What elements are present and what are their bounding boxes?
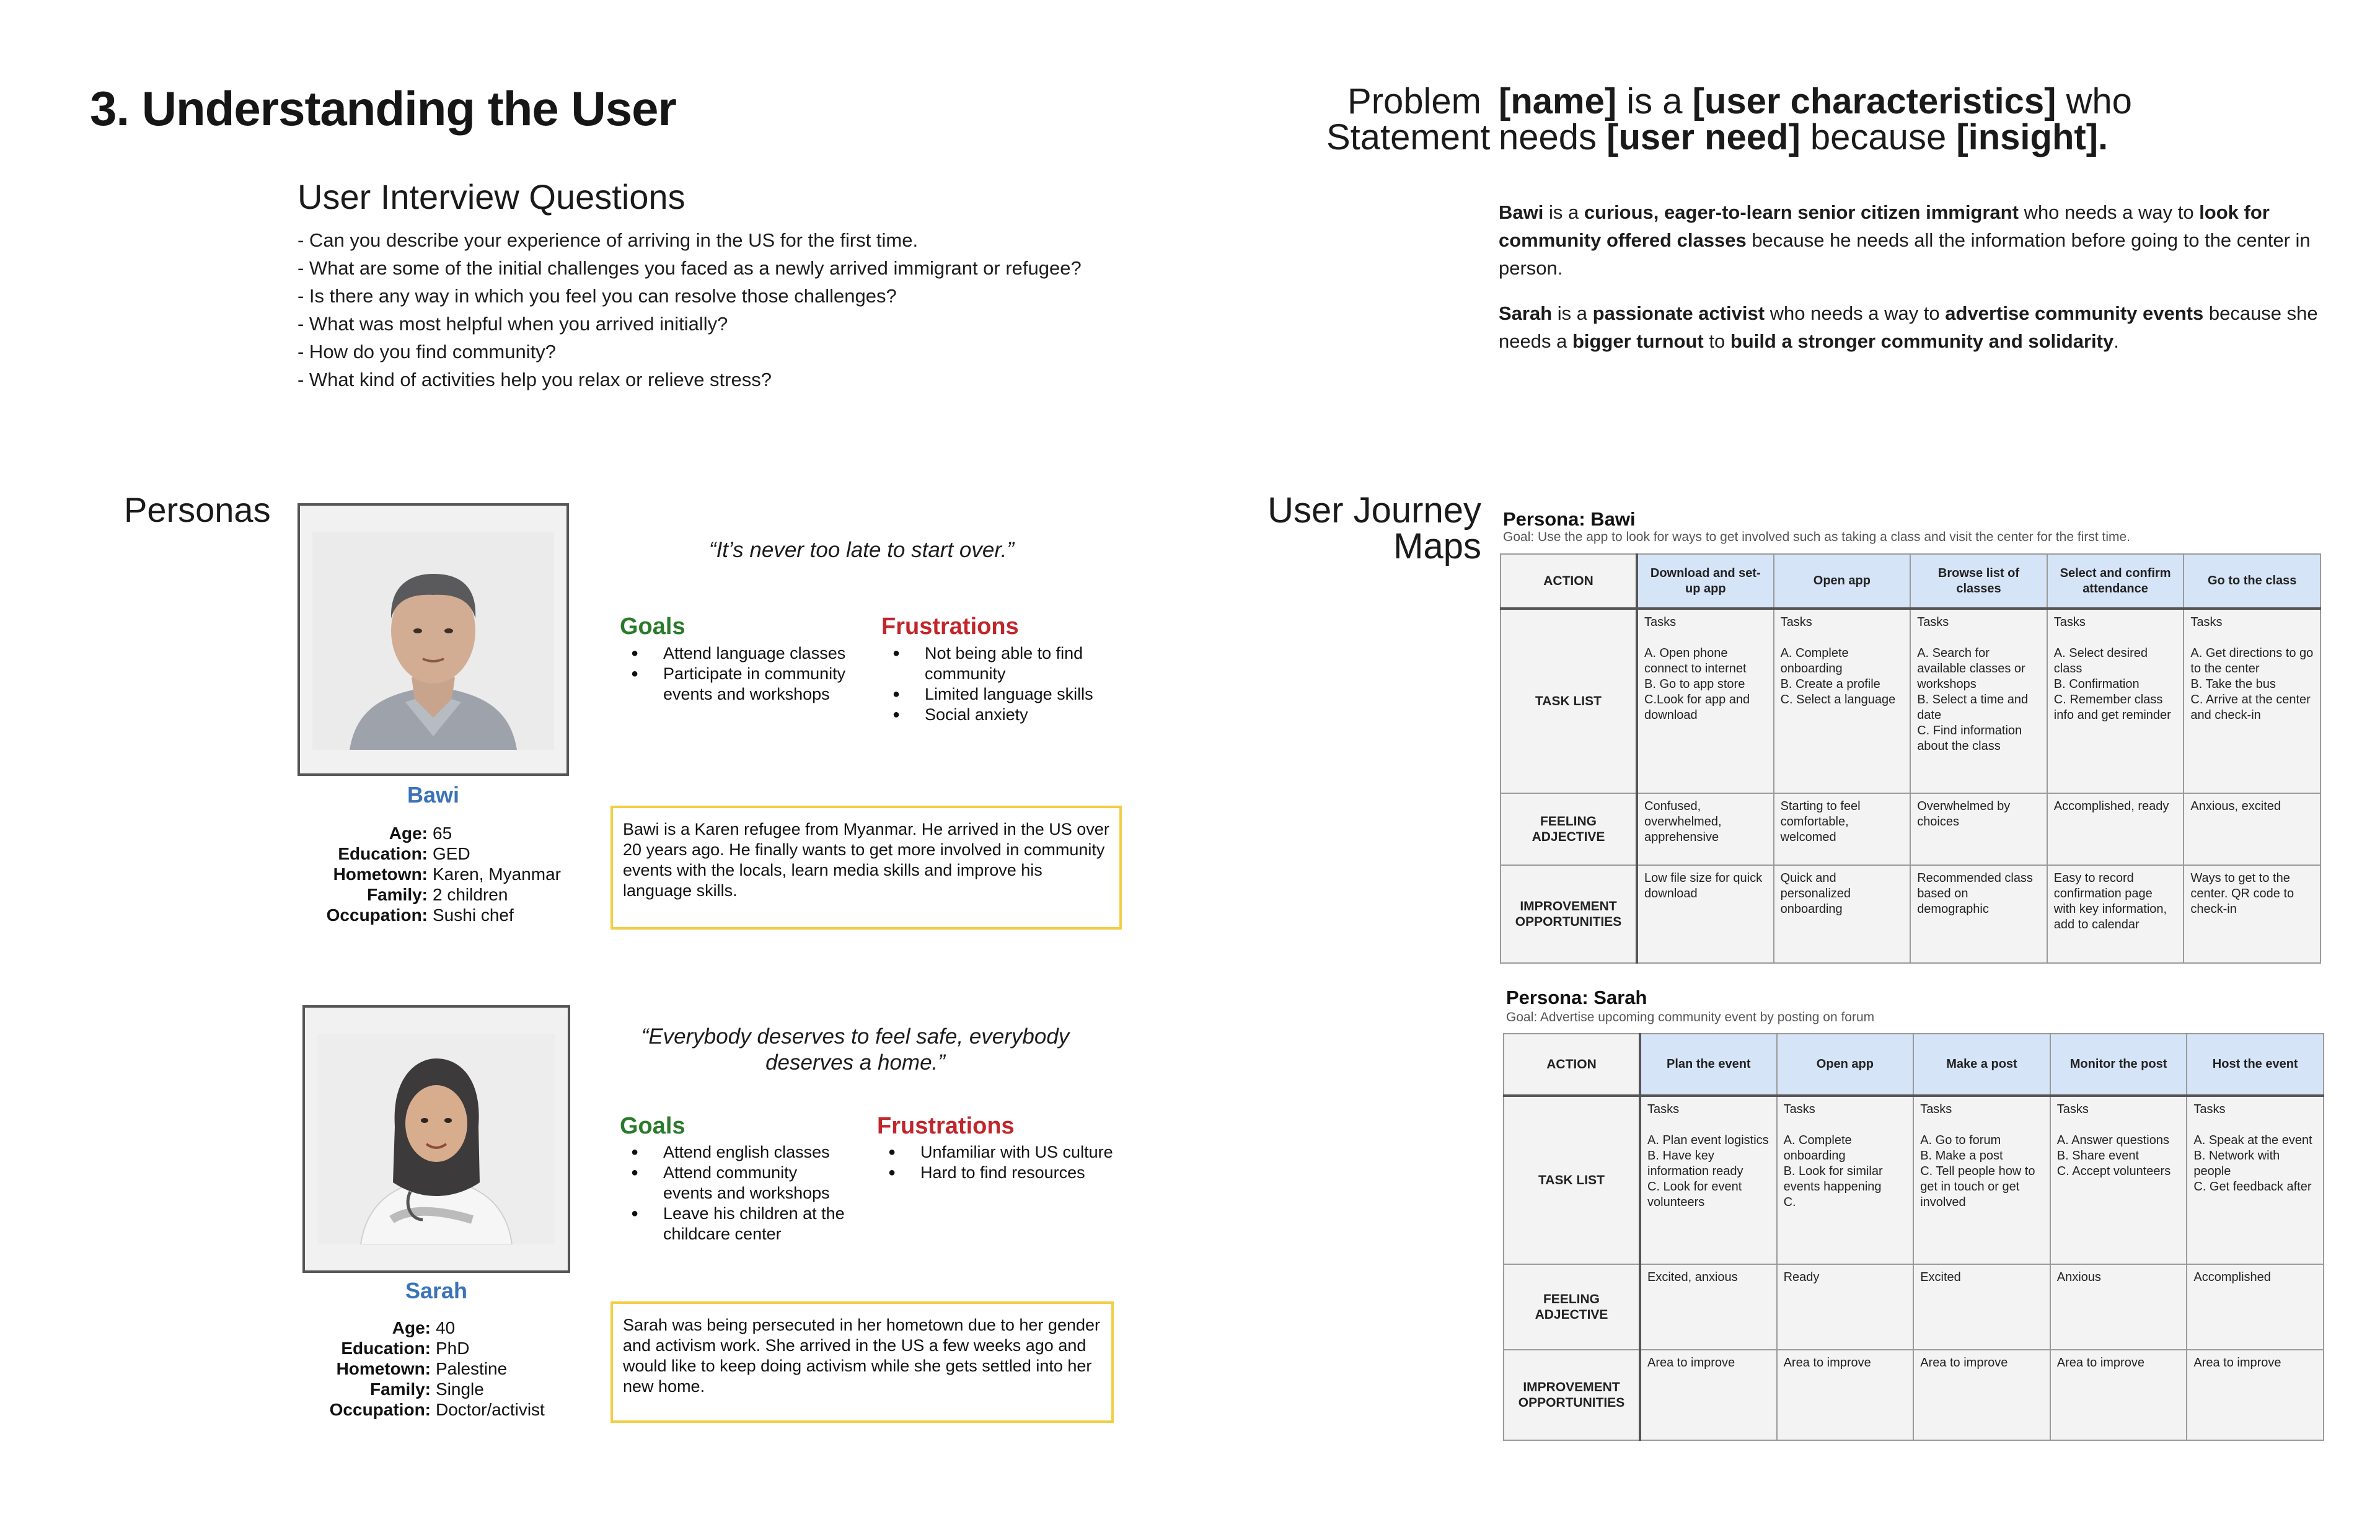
feeling-cell: Ready: [1777, 1264, 1914, 1350]
feeling-cell: Overwhelmed by choices: [1910, 793, 2047, 865]
persona-name: Sarah: [405, 1278, 468, 1303]
improvement-cell: Quick and personalized onboarding: [1774, 865, 1911, 963]
goals-list: [620, 1142, 849, 1244]
info-row: Occupation: Sushi chef: [326, 905, 514, 925]
goals-heading: Goals: [620, 614, 685, 640]
action-cell: Plan the event: [1640, 1034, 1777, 1096]
feeling-cell: Excited: [1913, 1264, 2050, 1350]
action-cell: Open app: [1774, 554, 1911, 609]
action-cell: Download and set-up app: [1637, 554, 1774, 609]
improvement-cell: Area to improve: [1640, 1350, 1777, 1440]
feeling-cell: Starting to feel comfortable, welcomed: [1774, 793, 1911, 865]
feeling-cell: Confused, overwhelmed, apprehensive: [1637, 793, 1774, 865]
journey-goal: Goal: Use the app to look for ways to get involved such as taking a class and visit the center for the first time.: [1503, 530, 2130, 544]
persona-quote: “It’s never too late to start over.”: [708, 538, 1015, 562]
improvement-cell: Area to improve: [1913, 1350, 2050, 1440]
user-journey-maps-label: User Journey Maps: [1267, 490, 1481, 566]
frustration-item: ● Social anxiety: [881, 705, 1129, 725]
woman-portrait-icon: [317, 1034, 555, 1244]
persona-info: [167, 823, 561, 925]
goals-heading: Goals: [620, 1113, 685, 1139]
persona-bio: Bawi is a Karen refugee from Myanmar. He arrived in the US over 20 years ago. He finally wants to get more involved in community events with the locals, learn media skills and improve his language skills.: [610, 806, 1122, 930]
frustration-item: ● Unfamiliar with US culture: [877, 1142, 1125, 1163]
frustration-item: ● Not being able to find community: [881, 643, 1129, 684]
problem-statement-sarah: Sarah is a passionate activist who needs a way to advertise community events because she needs a bigger turnout to build a stronger community and solidarity.: [1499, 302, 2318, 352]
action-cell: Monitor the post: [2050, 1034, 2187, 1096]
action-cell: Select and confirm attendance: [2047, 554, 2184, 609]
action-cell: Open app: [1777, 1034, 1914, 1096]
row-label: IMPROVEMENT OPPORTUNITIES: [1501, 865, 1637, 963]
frustration-item: ● Limited language skills: [881, 684, 1129, 705]
problem-statement-bawi: Bawi is a curious, eager-to-learn senior citizen immigrant who needs a way to look for community offered classes because he needs all the information before going to the center in person.: [1499, 201, 2311, 279]
task-cell: Tasks A. Search for available classes or workshops B. Select a time and date C. Find information about the class: [1910, 609, 2047, 793]
info-row: Education: PhD: [341, 1339, 470, 1358]
feeling-cell: Accomplished, ready: [2047, 793, 2184, 865]
goal-item: ● Leave his children at the childcare center: [620, 1203, 849, 1244]
persona-photo-sarah: [302, 1005, 570, 1273]
improvement-cell: Recommended class based on demographic: [1910, 865, 2047, 963]
improvement-cell: Area to improve: [2187, 1350, 2324, 1440]
row-label: TASK LIST: [1501, 609, 1637, 793]
journey-goal: Goal: Advertise upcoming community event by posting on forum: [1506, 1010, 1875, 1024]
task-cell: Tasks A. Go to forum B. Make a post C. Tell people how to get in touch or get involved: [1913, 1096, 2050, 1264]
row-label: IMPROVEMENT OPPORTUNITIES: [1504, 1350, 1640, 1440]
info-row: Education: GED: [338, 844, 470, 863]
persona-quote: “Everybody deserves to feel safe, everybody deserves a home.”: [641, 1024, 1070, 1075]
action-row: [1504, 1034, 2324, 1096]
goal-item: ● Attend language classes: [620, 643, 849, 664]
frustrations-heading: Frustrations: [881, 614, 1019, 640]
info-row: Occupation: Doctor/activist: [329, 1400, 545, 1419]
task-row: [1501, 609, 2320, 793]
action-cell: Go to the class: [2184, 554, 2320, 609]
persona-photo-bawi: [298, 503, 569, 776]
row-label: ACTION: [1504, 1034, 1640, 1096]
goals-list: [620, 643, 849, 705]
task-cell: Tasks A. Open phone connect to internet B. Go to app store C.Look for app and download: [1637, 609, 1774, 793]
row-label: TASK LIST: [1504, 1096, 1640, 1264]
journey-map-table-bawi: [1500, 553, 2321, 964]
action-cell: Make a post: [1913, 1034, 2050, 1096]
interview-question: - How do you find community?: [298, 341, 556, 363]
interview-questions-list: [298, 226, 1082, 394]
frustrations-list: [881, 643, 1129, 725]
action-row: [1501, 554, 2320, 609]
task-cell: Tasks A. Get directions to go to the center B. Take the bus C. Arrive at the center and check-in: [2184, 609, 2320, 793]
task-cell: Tasks A. Speak at the event B. Network with people C. Get feedback after: [2187, 1096, 2324, 1264]
goal-item: ● Participate in community events and workshops: [620, 664, 849, 705]
improvement-cell: Area to improve: [1777, 1350, 1914, 1440]
goal-item: ● Attend english classes: [620, 1142, 849, 1163]
personas-label: Personas: [124, 490, 271, 529]
interview-question: - What are some of the initial challenges you faced as a newly arrived immigrant or refugee?: [298, 257, 1082, 279]
info-row: Family: 2 children: [366, 885, 508, 904]
row-label: FEELING ADJECTIVE: [1501, 793, 1637, 865]
page-title: 3. Understanding the User: [90, 81, 676, 136]
problem-statement-label: Problem Statement: [1326, 81, 1491, 157]
journey-map-table-sarah: [1503, 1033, 2324, 1441]
row-label: ACTION: [1501, 554, 1637, 609]
persona-bio: Sarah was being persecuted in her hometown due to her gender and activism work. She arrived in the US a few weeks ago and would like to keep doing activism while she gets settled into her new home.: [610, 1301, 1114, 1423]
improvement-cell: Low file size for quick download: [1637, 865, 1774, 963]
info-row: Age: 40: [392, 1318, 456, 1337]
persona-name: Bawi: [407, 782, 460, 807]
improvement-row: [1501, 865, 2320, 963]
man-portrait-icon: [312, 532, 554, 750]
interview-question: - Is there any way in which you feel you can resolve those challenges?: [298, 285, 897, 307]
task-cell: Tasks A. Plan event logistics B. Have key information ready C. Look for event volunteers: [1640, 1096, 1777, 1264]
persona-info: [170, 1318, 545, 1420]
problem-statement-template: [name] is a [user characteristics] who needs [user need] because [insight].: [1499, 81, 2132, 157]
feeling-row: [1504, 1264, 2324, 1350]
improvement-cell: Area to improve: [2050, 1350, 2187, 1440]
task-cell: Tasks A. Complete onboarding B. Create a profile C. Select a language: [1774, 609, 1911, 793]
improvement-cell: Ways to get to the center. QR code to check-in: [2184, 865, 2320, 963]
task-row: [1504, 1096, 2324, 1264]
journey-persona-heading: Persona: Bawi: [1503, 508, 1636, 530]
task-cell: Tasks A. Complete onboarding B. Look for similar events happening C.: [1777, 1096, 1914, 1264]
info-row: Hometown: Palestine: [336, 1359, 508, 1378]
task-cell: Tasks A. Answer questions B. Share event C. Accept volunteers: [2050, 1096, 2187, 1264]
interview-question: - Can you describe your experience of arriving in the US for the first time.: [298, 229, 919, 251]
info-row: Family: Single: [369, 1379, 484, 1399]
interview-question: - What was most helpful when you arrived initially?: [298, 313, 728, 335]
journey-persona-heading: Persona: Sarah: [1506, 987, 1647, 1008]
interview-question: - What kind of activities help you relax or relieve stress?: [298, 369, 772, 390]
info-row: Hometown: Karen, Myanmar: [333, 865, 561, 884]
action-cell: Browse list of classes: [1910, 554, 2047, 609]
feeling-cell: Anxious, excited: [2184, 793, 2320, 865]
improvement-row: [1504, 1350, 2324, 1440]
info-row: Age: 65: [389, 824, 452, 843]
feeling-cell: Excited, anxious: [1640, 1264, 1777, 1350]
frustrations-heading: Frustrations: [877, 1113, 1015, 1139]
row-label: FEELING ADJECTIVE: [1504, 1264, 1640, 1350]
action-cell: Host the event: [2187, 1034, 2324, 1096]
frustration-item: ● Hard to find resources: [877, 1163, 1125, 1183]
improvement-cell: Easy to record confirmation page with key information, add to calendar: [2047, 865, 2184, 963]
goal-item: ● Attend community events and workshops: [620, 1163, 849, 1203]
feeling-row: [1501, 793, 2320, 865]
frustrations-list: [877, 1142, 1125, 1183]
feeling-cell: Accomplished: [2187, 1264, 2324, 1350]
task-cell: Tasks A. Select desired class B. Confirmation C. Remember class info and get reminder: [2047, 609, 2184, 793]
feeling-cell: Anxious: [2050, 1264, 2187, 1350]
interview-questions-title: User Interview Questions: [298, 177, 685, 216]
